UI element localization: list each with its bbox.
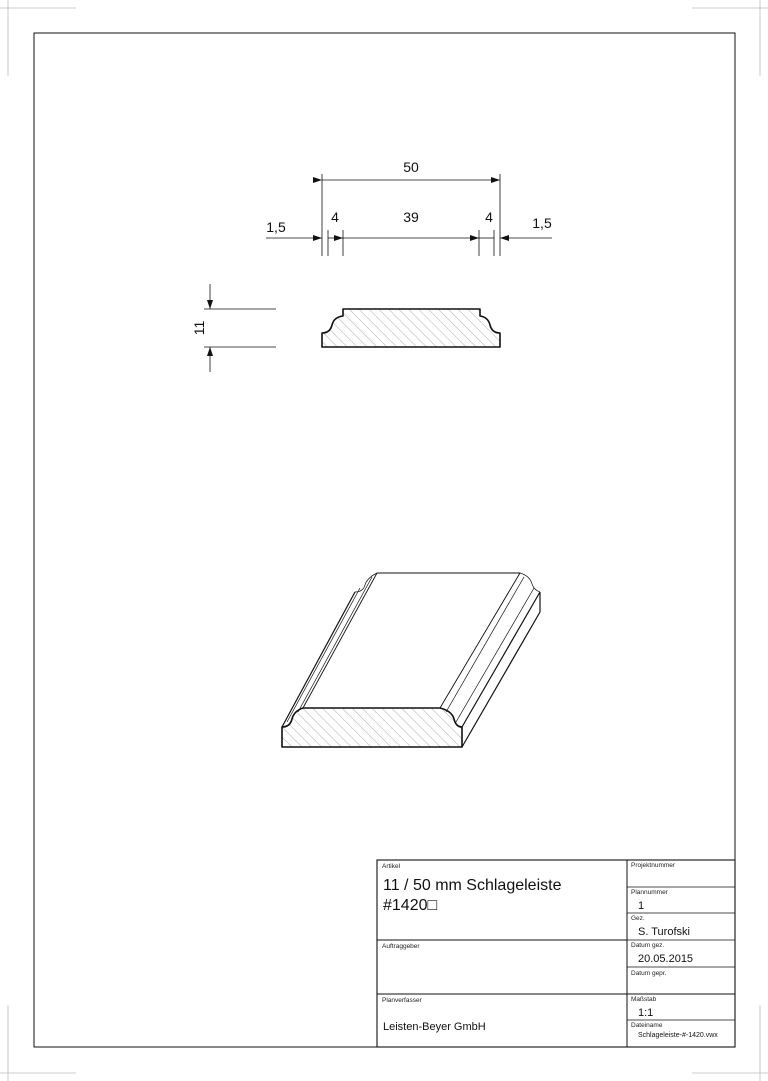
dim-overall-width: 50 bbox=[403, 159, 419, 175]
datum-gez-value: 20.05.2015 bbox=[638, 953, 694, 965]
artikel-label: Artikel bbox=[382, 863, 401, 870]
plannummer-value: 1 bbox=[638, 900, 645, 912]
isometric-view bbox=[282, 573, 540, 747]
drawing-title-line2: #1420□ bbox=[383, 897, 438, 914]
auftraggeber-label: Auftraggeber bbox=[382, 943, 420, 950]
datum-gez-label: Datum gez. bbox=[631, 942, 665, 949]
massstab-label: Maßstab bbox=[631, 996, 657, 1003]
planverfasser-label: Planverfasser bbox=[382, 997, 422, 1004]
datum-gepr-label: Datum gepr. bbox=[631, 970, 667, 977]
gez-value: S. Turofski bbox=[638, 926, 690, 938]
gez-label: Gez. bbox=[631, 915, 645, 922]
plannummer-label: Plannummer bbox=[631, 889, 668, 896]
dim-center-width: 39 bbox=[403, 209, 419, 225]
massstab-value: 1:1 bbox=[638, 1007, 654, 1019]
projektnummer-label: Projektnummer bbox=[631, 862, 676, 869]
planverfasser-value: Leisten-Beyer GmbH bbox=[383, 1021, 486, 1033]
profile-section bbox=[322, 309, 500, 347]
drawing-frame bbox=[34, 33, 735, 1047]
drawing-title-line1: 11 / 50 mm Schlageleiste bbox=[383, 877, 562, 894]
dim-right-margin: 1,5 bbox=[532, 215, 552, 231]
dim-right-step: 4 bbox=[485, 209, 493, 225]
dateiname-value: Schlageleiste-#-1420.vwx bbox=[638, 1032, 718, 1039]
dim-height: 11 bbox=[191, 320, 207, 336]
dim-left-margin: 1,5 bbox=[266, 219, 286, 235]
dim-left-step: 4 bbox=[331, 209, 339, 225]
dateiname-label: Dateiname bbox=[631, 1022, 663, 1029]
